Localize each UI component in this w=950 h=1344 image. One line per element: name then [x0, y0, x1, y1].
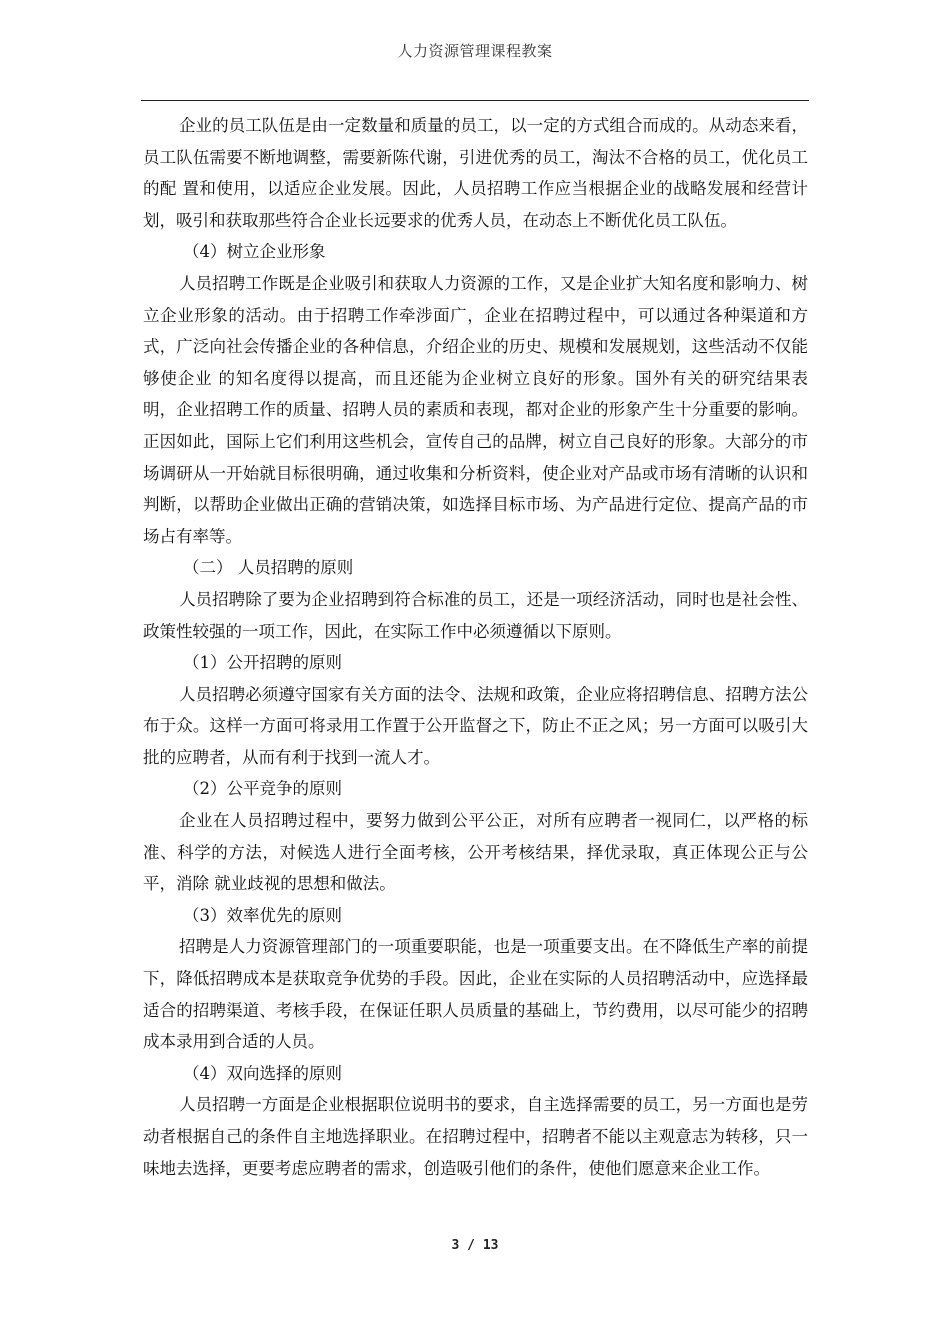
paragraph-mutual-selection: 人员招聘一方面是企业根据职位说明书的要求，自主选择需要的员工，另一方面也是劳动者根据自己的条件自主地选择职业。在招聘过程中，招聘者不能以主观意志为转移，只一味地去选择，更要考虑应聘者的需求，创造吸引他们的条件，使他们愿意来企业工作。	[143, 1095, 808, 1178]
paragraph-fair-competition: 企业在人员招聘过程中，要努力做到公平公正，对所有应聘者一视同仁，以严格的标准、科学的方法，对候选人进行全面考核，公开考核结果，择优录取，真正体现公正与公平，消除 就业歧视的思想和做法。	[143, 811, 808, 894]
page-number-indicator: 3 / 13	[451, 1238, 499, 1253]
section-heading-fair-competition: （2）公平竞争的原则	[183, 779, 342, 799]
paragraph-workforce-optimization: 企业的员工队伍是由一定数量和质量的员工，以一定的方式组合而成的。从动态来看，员工队伍需要不断地调整，需要新陈代谢，引进优秀的员工，淘汰不合格的员工，优化员工的配 置和使用，以适应企业发展。因此，人员招聘工作应当根据企业的战略发展和经营计划，吸引和获取那些符合企业长远要求的优秀人员，在动态上不断优化员工队伍。	[143, 116, 808, 230]
section-heading-recruitment-principles: （二） 人员招聘的原则	[183, 558, 354, 578]
page-header-title: 人力资源管理课程教案	[397, 42, 553, 60]
section-heading-open-recruitment: （1）公开招聘的原则	[183, 653, 342, 673]
section-heading-mutual-selection: （4）双向选择的原则	[183, 1063, 342, 1083]
paragraph-efficiency-first: 招聘是人力资源管理部门的一项重要职能，也是一项重要支出。在不降低生产率的前提下，降低招聘成本是获取竞争优势的手段。因此，企业在实际的人员招聘活动中，应选择最适合的招聘渠道、考核手段，在保证任职人员质量的基础上，节约费用，以尽可能少的招聘成本录用到合适的人员。	[143, 937, 808, 1052]
section-heading-efficiency-first: （3）效率优先的原则	[183, 905, 342, 925]
paragraph-corporate-image: 人员招聘工作既是企业吸引和获取人力资源的工作，又是企业扩大知名度和影响力、树立企业形象的活动。由于招聘工作牵涉面广，企业在招聘过程中，可以通过各种渠道和方式，广泛向社会传播企业的各种信息，介绍企业的历史、规模和发展规划，这些活动不仅能够使企业 的知名度得以提高，而且还能为企业树立良好的形象。国外有关的研究结果表明，企业招聘工作的质量、招聘人员的素质和表现，都对企业的形象产生十分重要的影响。正因如此，国际上它们利用这些机会，宣传自己的品牌，树立自己良好的形象。大部分的市场调研从一开始就目标很明确，通过收集和分析资料，使企业对产品或市场有清晰的认识和判断，以帮助企业做出正确的营销决策，如选择目标市场、为产品进行定位、提高产品的市场占有率等。	[143, 273, 808, 546]
header-divider	[141, 100, 809, 101]
paragraph-principles-intro: 人员招聘除了要为企业招聘到符合标准的员工，还是一项经济活动，同时也是社会性、政策性较强的一项工作，因此，在实际工作中必须遵循以下原则。	[143, 589, 808, 641]
paragraph-open-recruitment: 人员招聘必须遵守国家有关方面的法令、法规和政策，企业应将招聘信息、招聘方法公布于众。这样一方面可将录用工作置于公开监督之下，防止不正之风；另一方面可以吸引大批的应聘者，从而有利于找到一流人才。	[143, 684, 808, 767]
section-heading-corporate-image: （4）树立企业形象	[183, 242, 326, 262]
document-body	[143, 110, 808, 1184]
